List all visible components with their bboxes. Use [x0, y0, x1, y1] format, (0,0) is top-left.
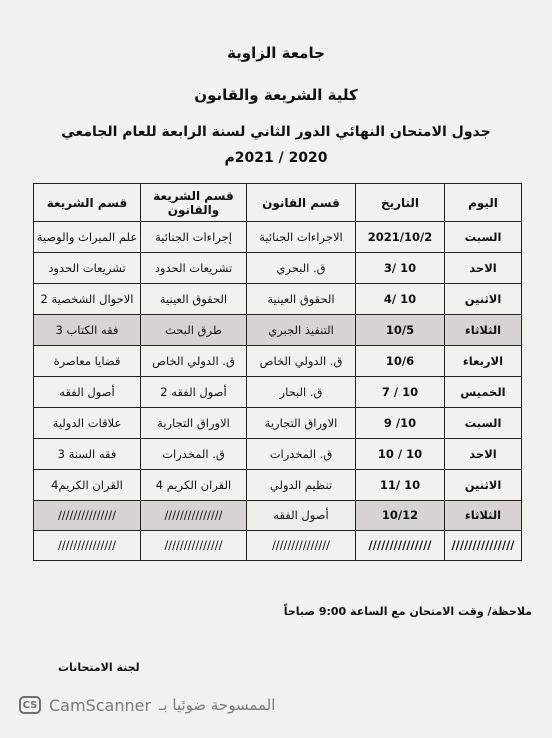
cell-date: 2021/10/2 [356, 222, 445, 253]
cell-law: أصول الفقه [247, 501, 356, 531]
cell-law: التنفيذ الجبري [247, 315, 356, 346]
col-header-sharia: قسم الشريعة [34, 184, 141, 222]
table-row [34, 284, 522, 315]
cell-law: ق. البحري [247, 253, 356, 284]
exam-time-note: ملاحظة/ وقت الامتحان مع الساعة 9:00 صباحاً [283, 605, 532, 618]
cell-date: 10 / 10 [356, 439, 445, 470]
cell-sharia-law: القران الكريم 4 [141, 470, 247, 501]
cell-sharia-law: /////////////// [141, 501, 247, 531]
cell-date: 10/12 [356, 501, 445, 531]
cell-date: 10/5 [356, 315, 445, 346]
cell-date: 10 /4 [356, 284, 445, 315]
table-row [34, 253, 522, 284]
cell-date: 10 / 7 [356, 377, 445, 408]
cell-sharia: علاقات الدولية [34, 408, 141, 439]
table-header-row [34, 184, 522, 222]
table-row [34, 346, 522, 377]
exam-schedule-table [33, 183, 522, 561]
cell-sharia-law: أصول الفقه 2 [141, 377, 247, 408]
cell-sharia: /////////////// [34, 531, 141, 561]
cell-day: الثلاثاء [445, 315, 522, 346]
col-header-day: اليوم [445, 184, 522, 222]
col-header-sharia-law: قسم الشريعة والقانون [141, 184, 247, 222]
table-row [34, 501, 522, 531]
schedule-title: جدول الامتحان النهائي الدور الثاني لسنة الرابعة للعام الجامعي [61, 124, 491, 140]
cell-day: /////////////// [445, 531, 522, 561]
camscanner-logo-icon: CS [19, 696, 41, 714]
cell-day: الخميس [445, 377, 522, 408]
cell-law: ق. البحار [247, 377, 356, 408]
cell-sharia-law: الاوراق التجارية [141, 408, 247, 439]
academic-year: 2020 / 2021م [224, 150, 328, 166]
cell-sharia: تشريعات الحدود [34, 253, 141, 284]
cell-sharia-law: الحقوق العينية [141, 284, 247, 315]
cell-day: الاحد [445, 439, 522, 470]
cell-law: /////////////// [247, 531, 356, 561]
table-row [34, 377, 522, 408]
cell-day: السبت [445, 222, 522, 253]
cell-day: الاربعاء [445, 346, 522, 377]
cell-law: الحقوق العينية [247, 284, 356, 315]
table-row [34, 470, 522, 501]
cell-sharia: القران الكريم4 [34, 470, 141, 501]
table-row [34, 315, 522, 346]
cell-sharia: فقه الكتاب 3 [34, 315, 141, 346]
table-row [34, 531, 522, 561]
cell-day: السبت [445, 408, 522, 439]
cell-sharia: الاحوال الشخصية 2 [34, 284, 141, 315]
col-header-law: قسم القانون [247, 184, 356, 222]
table-row [34, 222, 522, 253]
cell-day: الاثنين [445, 470, 522, 501]
cell-sharia-law: طرق البحث [141, 315, 247, 346]
cell-sharia: /////////////// [34, 501, 141, 531]
col-header-date: التاريخ [356, 184, 445, 222]
cell-law: الاوراق التجارية [247, 408, 356, 439]
cell-law: ق. الدولي الخاص [247, 346, 356, 377]
exam-committee-signature: لجنة الامتحانات [58, 661, 140, 674]
cell-date: /////////////// [356, 531, 445, 561]
cell-date: 10/ 9 [356, 408, 445, 439]
cell-sharia-law: إجراءات الجنائية [141, 222, 247, 253]
cell-sharia: فقه السنة 3 [34, 439, 141, 470]
cell-sharia-law: ق. المخدرات [141, 439, 247, 470]
cell-sharia-law: تشريعات الحدود [141, 253, 247, 284]
cell-day: الاحد [445, 253, 522, 284]
university-name: جامعة الزاوية [227, 44, 325, 62]
cell-day: الاثنين [445, 284, 522, 315]
camscanner-watermark [19, 695, 275, 715]
cell-law: ق. المخدرات [247, 439, 356, 470]
cell-sharia: أصول الفقه [34, 377, 141, 408]
table-row [34, 439, 522, 470]
table-row [34, 408, 522, 439]
cell-day: الثلاثاء [445, 501, 522, 531]
cell-sharia: علم الميراث والوصية [34, 222, 141, 253]
camscanner-name: CamScanner [49, 695, 152, 715]
cell-law: الاجراءات الجنائية [247, 222, 356, 253]
camscanner-caption: الممسوحة ضوئيا بـ [159, 696, 276, 714]
cell-date: 10 /3 [356, 253, 445, 284]
cell-sharia-law: /////////////// [141, 531, 247, 561]
cell-sharia-law: ق. الدولي الخاص [141, 346, 247, 377]
faculty-name: كلية الشريعة والقانون [194, 86, 358, 104]
cell-date: 10 /11 [356, 470, 445, 501]
cell-date: 10/6 [356, 346, 445, 377]
cell-sharia: قضايا معاصرة [34, 346, 141, 377]
cell-law: تنظيم الدولي [247, 470, 356, 501]
